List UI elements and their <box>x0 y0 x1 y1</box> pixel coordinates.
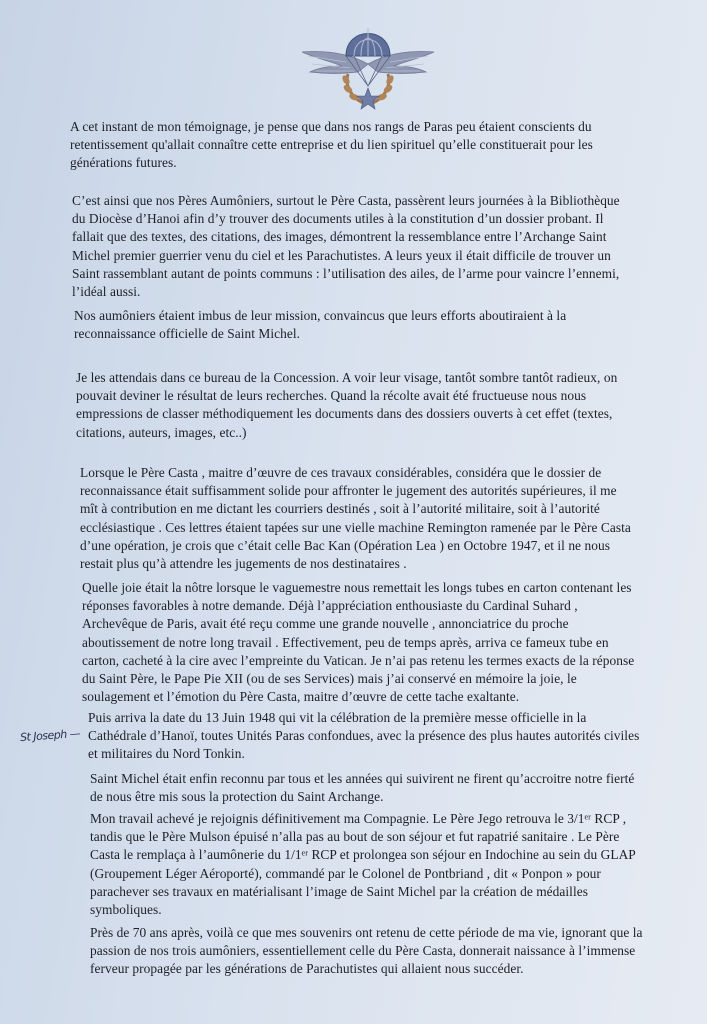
text-line: mît à contribution en me dictant les courriers destinés , soit à l’autorité militaire, soit à l’autorité <box>80 501 600 517</box>
text-line: empressions de classer méthodiquement les documents dans des dossiers ouverts à cet effet (textes, <box>76 406 613 422</box>
text-line: citations, auteurs, images, etc..) <box>76 424 247 440</box>
paragraph-10 <box>90 924 643 979</box>
paragraph-6 <box>82 579 634 706</box>
text-line: Près de 70 ans après, voilà ce que mes souvenirs ont retenu de cette période de ma vie, ignorant que la <box>90 925 643 940</box>
text-line: ecclésiastique . Ces lettres étaient tapées sur une vielle machine Remington ramenée par le Père Casta <box>80 519 631 535</box>
text-line: symboliques. <box>90 902 162 918</box>
paragraph-8 <box>90 770 634 806</box>
text-line: C’est ainsi que nos Pères Aumôniers, surtout le Père Casta, passèrent leurs journées à la Bibliothèque <box>72 193 620 208</box>
text-line: du Saint Père, le Pape Pie XII (ou de ses Services) mais j’ai conservé en mémoire la joie, le <box>82 671 577 687</box>
paragraph-3 <box>74 307 566 343</box>
text-line: Saint Michel était enfin reconnu par tous et les années qui suivirent ne firent qu’accroitre notre fierté <box>90 771 635 786</box>
text-line: reconnaissance était suffisamment solide pour affronter le jugement des autorités supérieures, il me <box>80 483 617 499</box>
text-line: Nos aumôniers étaient imbus de leur mission, convaincus que leurs efforts aboutiraient à la <box>74 308 567 323</box>
paragraph-9 <box>90 810 636 919</box>
text-line: ferveur propagée par les générations de Parachutistes qui allaient nous succéder. <box>90 961 524 977</box>
text-line: Cathédrale d’Hanoï, toutes Unités Paras confondues, avec la présence des plus hautes autorités civiles <box>88 728 640 744</box>
text-line: Michel premier guerrier venu du ciel et les Parachutistes. A leurs yeux il était difficile de trouver un <box>72 247 611 263</box>
text-line: Puis arriva la date du 13 Juin 1948 qui vit la célébration de la première messe officielle in la <box>88 710 587 725</box>
paragraph-7 <box>88 709 639 764</box>
text-line: pouvait deviner le résultat de leurs recherches. Quand la récolte avait été fructueuse nous nous <box>76 388 587 404</box>
text-line: passion de nos trois aumôniers, essentiellement celle du Père Casta, donnerait naissance à l’immense <box>90 943 636 959</box>
text-line: l’idéal aussi. <box>72 284 141 300</box>
handwritten-margin-note: St Joseph — <box>19 726 81 745</box>
text-line: (Groupement Léger Aéroporté), commandé par le Colonel de Pontbriand , dit « Ponpon » pour <box>90 865 601 881</box>
text-line: Quelle joie était la nôtre lorsque le vaguemestre nous remettait les longs tubes en carton contenant les <box>82 580 632 595</box>
text-line: de nous être mis sous la protection du Saint Archange. <box>90 789 384 805</box>
text-line: aboutissement de notre long travail . Effectivement, peu de temps après, arriva ce fameux tube en <box>82 634 609 650</box>
text-line: fallait que des textes, des citations, des images, démontrent la ressemblance entre l’Archange Saint <box>72 229 607 245</box>
text-line: Mon travail achevé je rejoignis définitivement ma Compagnie. Le Père Jego retrouva le 3/1ᵉʳ RCP , <box>90 811 627 826</box>
text-line: reconnaissance officielle de Saint Michel. <box>74 326 301 342</box>
text-line: Lorsque le Père Casta , maitre d’œuvre de ces travaux considérables, considéra que le dossier de <box>80 465 602 480</box>
text-line: parachever ses travaux en matérialisant l’image de Saint Michel par la création de médailles <box>90 883 588 899</box>
text-line: soulagement et l’émotion du Père Casta, maitre d’œuvre de cette tache exaltante. <box>82 689 520 705</box>
text-line: Archevêque de Paris, avait été reçu comme une grande nouvelle , annonciatrice du proche <box>82 616 569 632</box>
text-line: générations futures. <box>70 155 177 171</box>
text-line: tandis que le Père Mulson épuisé n’alla pas au bout de son séjour et fut rapatrié sanitaire . Le Père <box>90 829 620 845</box>
text-line: du Diocèse d’Hanoi afin d’y trouver des documents utiles à la constitution d’un dossier probant. Il <box>72 211 604 227</box>
text-line: réponses favorables à notre demande. Déjà l’appréciation enthousiaste du Cardinal Suhard , <box>82 598 578 614</box>
paratrooper-wings-emblem-icon <box>298 16 438 116</box>
text-line: d’une opération, je crois que c’était celle Bac Kan (Opération Lea ) en Octobre 1947, et il ne nous <box>80 537 610 553</box>
text-line: restait plus qu’à attendre les jugements de nos destinataires . <box>80 556 407 572</box>
paragraph-2 <box>72 192 620 301</box>
text-line: et militaires du Nord Tonkin. <box>88 746 245 762</box>
text-line: Saint rassemblant autant de points communs : l’utilisation des ailes, de l’arme pour vaincre l’ennemi, <box>72 265 620 281</box>
paragraph-5 <box>80 464 631 573</box>
text-line: retentissement qu'allait connaître cette entreprise et du lien spirituel qu’elle constituerait pour les <box>70 137 593 153</box>
text-line: carton, cacheté à la cire avec l’empreinte du Vatican. Je n’ai pas retenu les termes exacts de la réponse <box>82 652 635 668</box>
text-line: A cet instant de mon témoignage, je pense que dans nos rangs de Paras peu étaient conscients du <box>70 119 592 134</box>
paragraph-4 <box>76 369 617 442</box>
text-line: Casta le remplaça à l’aumônerie du 1/1ᵉʳ RCP et prolongea son séjour en Indochine au sein du GLAP <box>90 847 636 863</box>
paragraph-1 <box>70 118 593 173</box>
text-line: Je les attendais dans ce bureau de la Concession. A voir leur visage, tantôt sombre tantôt radieux, on <box>76 370 618 385</box>
